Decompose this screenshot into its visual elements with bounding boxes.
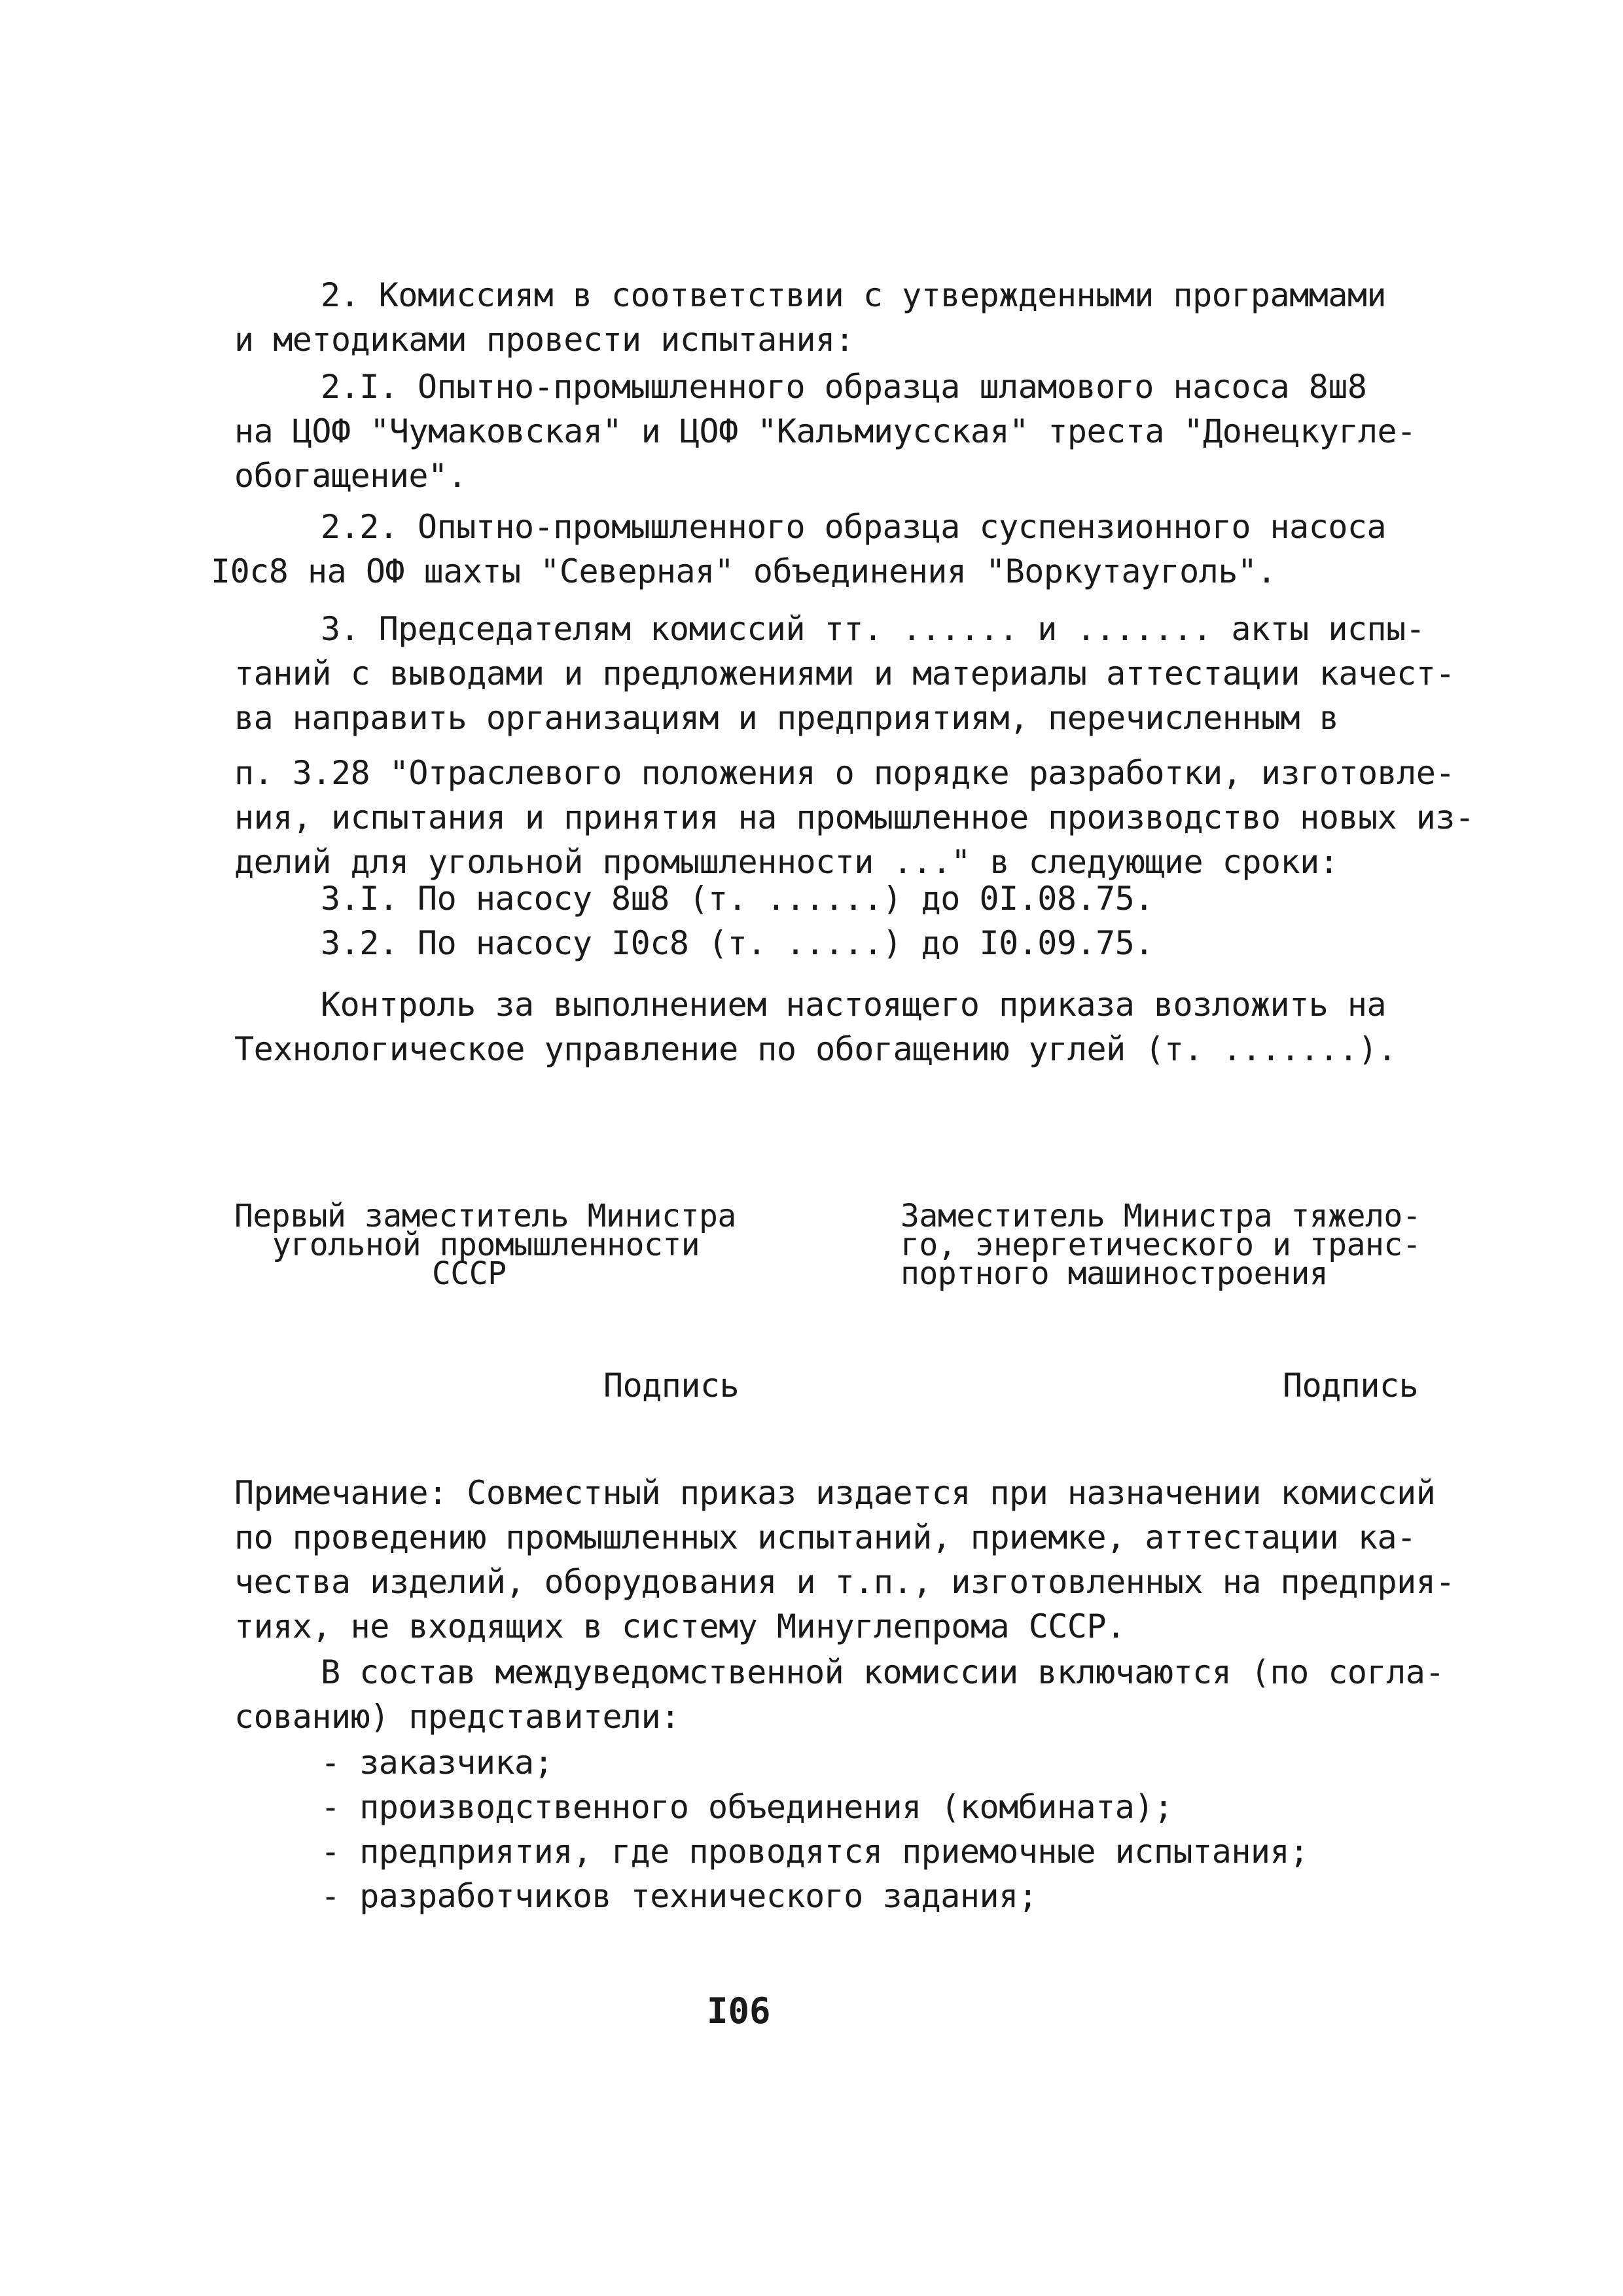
signature-left-line-1: Первый заместитель Министра xyxy=(234,1198,736,1234)
signature-left-label: Подпись xyxy=(603,1367,740,1405)
note-line-4: тиях, не входящих в систему Минуглепрома СССР. xyxy=(234,1607,1126,1645)
signature-right-label: Подпись xyxy=(1283,1367,1419,1405)
section3-line-3: ва направить организациям и предприятиям, перечисленным в xyxy=(234,699,1339,737)
section3-line-2: таний с выводами и предложениями и материалы аттестации качест- xyxy=(234,655,1455,692)
item-2-1-line-3: обогащение". xyxy=(234,457,467,495)
signature-left-line-2: угольной промышленности xyxy=(272,1227,700,1263)
signature-right-line-2: го, энергетического и транс- xyxy=(901,1227,1421,1263)
note-line-3: чества изделий, оборудования и т.п., изготовленных на предприя- xyxy=(234,1563,1455,1601)
item-2-1-line-2: на ЦОФ "Чумаковская" и ЦОФ "Кальмиусская" треста "Донецкугле- xyxy=(234,412,1416,450)
item-2-2-line-1: 2.2. Опытно-промышленного образца суспензионного насоса xyxy=(321,508,1387,546)
note-line-2: по проведению промышленных испытаний, приемке, аттестации ка- xyxy=(234,1518,1416,1556)
section3-line-5: ния, испытания и принятия на промышленное производство новых из- xyxy=(234,798,1474,836)
signature-left-line-3: СССР xyxy=(432,1255,507,1292)
representative-item: - предприятия, где проводятся приемочные испытания; xyxy=(321,1833,1309,1871)
section2-intro-line-1: 2. Комиссиям в соответствии с утвержденными программами xyxy=(321,276,1387,314)
section2-intro-line-2: и методиками провести испытания: xyxy=(234,321,855,359)
item-3-1: 3.I. По насосу 8ш8 (т. ......) до 0I.08.75. xyxy=(321,880,1154,918)
note-line-1: Примечание: Совместный приказ издается при назначении комиссий xyxy=(234,1474,1436,1512)
representative-item: - производственного объединения (комбината); xyxy=(321,1788,1173,1826)
composition-line-2: сованию) представители: xyxy=(234,1698,680,1736)
section3-line-4: п. 3.28 "Отраслевого положения о порядке разработки, изготовле- xyxy=(234,754,1455,792)
representative-item: - заказчика; xyxy=(321,1744,554,1782)
control-line-2: Технологическое управление по обогащению углей (т. .......). xyxy=(234,1030,1397,1068)
page-number: I06 xyxy=(707,1990,771,2032)
section3-line-6: делий для угольной промышленности ..." в следующие сроки: xyxy=(234,843,1339,881)
composition-line-1: В состав междуведомственной комиссии включаются (по согла- xyxy=(321,1653,1444,1691)
control-line-1: Контроль за выполнением настоящего приказа возложить на xyxy=(321,986,1387,1024)
signature-right-line-3: портного машиностроения xyxy=(901,1255,1329,1292)
section3-line-1: 3. Председателям комиссий тт. ...... и ....... акты испы- xyxy=(321,610,1425,648)
item-2-2-line-2: I0с8 на ОФ шахты "Северная" объединения "Воркутауголь". xyxy=(211,552,1277,590)
item-3-2: 3.2. По насосу I0с8 (т. .....) до I0.09.75. xyxy=(321,924,1154,962)
signature-right-line-1: Заместитель Министра тяжело- xyxy=(901,1198,1421,1234)
item-2-1-line-1: 2.I. Опытно-промышленного образца шламового насоса 8ш8 xyxy=(321,368,1367,406)
representative-item: - разработчиков технического задания; xyxy=(321,1877,1038,1915)
